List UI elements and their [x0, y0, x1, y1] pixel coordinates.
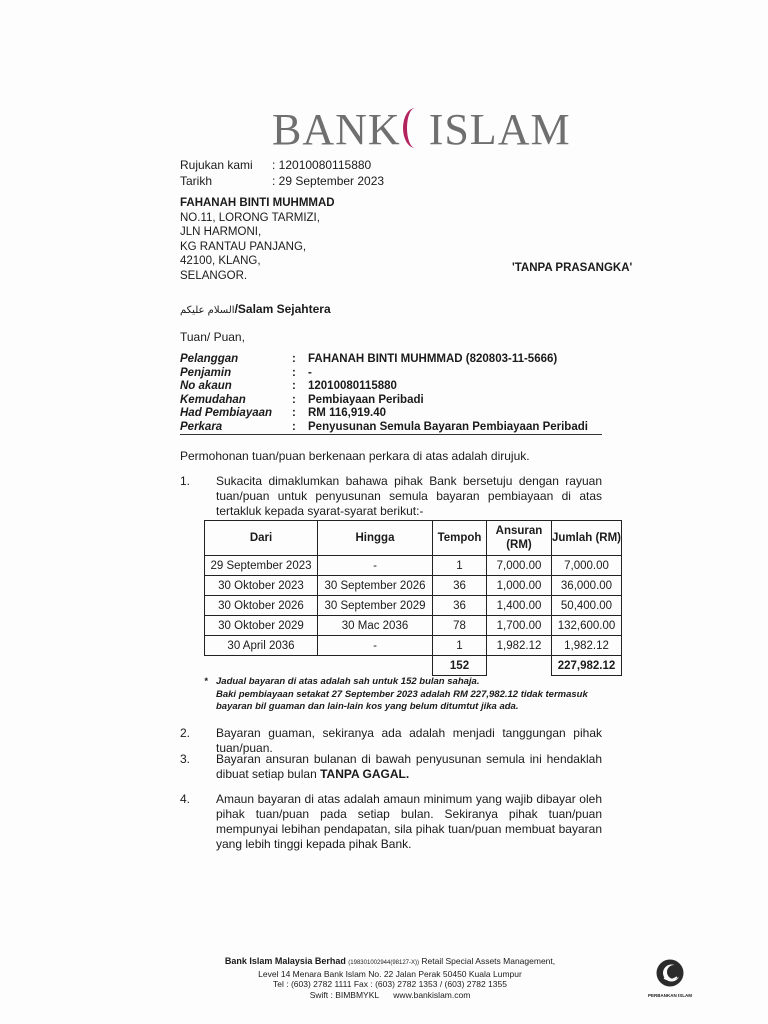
bank-islam-logo	[272, 104, 571, 155]
item-text: Amaun bayaran di atas adalah amaun minimum yang wajib dibayar oleh pihak tuan/puan pada setiap bulan. Sekiranya pihak tuan/puan mempunyai lebihan pendapatan, sila pihak tuan/puan membuat bayaran yang lebih tinggi kepada pihak Bank.	[216, 792, 602, 851]
address-line: JLN HARMONI,	[180, 226, 262, 239]
intro-paragraph: Permohonan tuan/puan berkenaan perkara di atas adalah dirujuk.	[180, 449, 530, 463]
summary-label: No akaun	[180, 380, 232, 393]
summary-label: Penjamin	[180, 366, 232, 379]
recipient-address	[180, 196, 335, 284]
address-line: 42100, KLANG,	[180, 255, 261, 268]
cell-jumlah: 132,600.00	[552, 616, 622, 636]
summary-divider	[180, 434, 602, 435]
table-row	[205, 636, 622, 656]
item-number: 1.	[180, 474, 191, 488]
summary-block	[180, 353, 588, 435]
perbankan-islam-logo-icon	[655, 958, 685, 988]
summary-value: Penyusunan Semula Bayaran Pembiayaan Peribadi	[308, 420, 588, 433]
total-jumlah: 227,982.12	[552, 656, 622, 676]
summary-label: Kemudahan	[180, 393, 246, 406]
item-number: 2.	[180, 726, 191, 740]
note-validity: Jadual bayaran di atas adalah sah untuk 152 bulan sahaja.	[216, 676, 480, 687]
table-row	[205, 596, 622, 616]
cell-tempoh: 1	[433, 556, 487, 576]
cell-hingga: -	[318, 636, 433, 656]
address-line: SELANGOR.	[180, 269, 248, 282]
footer-address: Level 14 Menara Bank Islam No. 22 Jalan Perak 50450 Kuala Lumpur	[258, 968, 522, 979]
table-row	[205, 556, 622, 576]
cell-dari: 30 Oktober 2026	[205, 596, 318, 616]
column-header: Dari	[205, 521, 318, 556]
salutation: Tuan/ Puan,	[180, 330, 245, 344]
cell-dari: 30 Oktober 2023	[205, 576, 318, 596]
cell-ansuran: 1,000.00	[487, 576, 552, 596]
item-text-regular: Bayaran ansuran bulanan di bawah penyusunan semula ini hendaklah dibuat setiap bulan	[216, 752, 602, 781]
summary-label: Perkara	[180, 420, 223, 433]
table-row	[205, 576, 622, 596]
table-header-row	[205, 521, 622, 556]
note-star: *	[204, 676, 208, 687]
total-tempoh: 152	[433, 656, 487, 676]
summary-row: Pelanggan : FAHANAH BINTI MUHMMAD (820803-11-5666)	[180, 353, 558, 365]
summary-row: Penjamin : -	[180, 366, 312, 379]
greeting-arabic: السلام عليكم	[180, 305, 235, 316]
cell-dari: 30 Oktober 2029	[205, 616, 318, 636]
summary-row: Had Pembiayaan : RM 116,919.40	[180, 407, 387, 420]
logo-crescent-icon	[403, 108, 427, 148]
reference-block	[180, 157, 384, 189]
summary-value: Pembiayaan Peribadi	[308, 393, 424, 406]
cell-dari: 30 April 2036	[205, 636, 318, 656]
item-text: Bayaran guaman, sekiranya ada adalah menjadi tanggungan pihak tuan/puan.	[216, 726, 602, 755]
summary-value: RM 116,919.40	[308, 407, 387, 420]
cell-ansuran: 1,982.12	[487, 636, 552, 656]
note-balance: Baki pembiayaan setakat 27 September 2023 adalah RM 227,982.12 tidak termasuk bayaran bil guaman dan lain-lain kos yang belum ditumtut jika ada.	[216, 688, 588, 712]
column-header: Tempoh	[433, 521, 487, 556]
cell-jumlah: 1,982.12	[552, 636, 622, 656]
date-value: : 29 September 2023	[272, 174, 385, 188]
summary-value: FAHANAH BINTI MUHMMAD (820803-11-5666)	[308, 353, 558, 365]
address-line: KG RANTAU PANJANG,	[180, 240, 307, 253]
footer-website: www.bankislam.com	[393, 989, 471, 1000]
cell-ansuran: 7,000.00	[487, 556, 552, 576]
without-prejudice-label: 'TANPA PRASANGKA'	[512, 262, 633, 274]
cell-tempoh: 36	[433, 596, 487, 616]
footer-regno: (198301002944(98127-X))	[348, 960, 420, 966]
cell-dari: 29 September 2023	[205, 556, 318, 576]
reference-label: Rujukan kami	[180, 158, 253, 172]
cell-jumlah: 50,400.00	[552, 596, 622, 616]
column-header: Ansuran (RM)	[487, 521, 552, 556]
date-label: Tarikh	[180, 174, 213, 188]
cell-ansuran: 1,700.00	[487, 616, 552, 636]
footer-swift: Swift : BIMBMYKL	[309, 989, 380, 1000]
footer-company: Bank Islam Malaysia Berhad	[224, 956, 346, 966]
cell-jumlah: 7,000.00	[552, 556, 622, 576]
logo-text-left: BANK	[272, 105, 401, 154]
cell-hingga: 30 September 2026	[318, 576, 433, 596]
table-row	[205, 616, 622, 636]
cell-hingga: 30 September 2029	[318, 596, 433, 616]
payment-schedule-table	[204, 520, 622, 676]
perbankan-islam-badge	[648, 958, 692, 998]
logo-text-right: ISLAM	[428, 105, 571, 154]
cell-tempoh: 78	[433, 616, 487, 636]
address-line: NO.11, LORONG TARMIZI,	[180, 211, 320, 224]
item-number: 4.	[180, 792, 191, 806]
item-text: Sukacita dimaklumkan bahawa pihak Bank bersetuju dengan rayuan tuan/puan untuk penyusunan semula bayaran pembiayaan di atas tertakluk kepada syarat-syarat berikut:-	[216, 474, 602, 518]
cell-tempoh: 1	[433, 636, 487, 656]
item-text	[216, 752, 602, 782]
summary-row: Perkara : Penyusunan Semula Bayaran Pembiayaan Peribadi	[180, 420, 588, 433]
item-number: 3.	[180, 752, 191, 766]
cell-hingga: -	[318, 556, 433, 576]
notes-block	[216, 676, 604, 714]
cell-tempoh: 36	[433, 576, 487, 596]
cell-jumlah: 36,000.00	[552, 576, 622, 596]
footer-contact: Tel : (603) 2782 1111 Fax : (603) 2782 1353 / (603) 2782 1355	[273, 979, 507, 989]
summary-label: Pelanggan	[180, 353, 239, 365]
table-total-row	[205, 656, 622, 676]
cell-hingga: 30 Mac 2036	[318, 616, 433, 636]
recipient-name: FAHANAH BINTI MUHMMAD	[180, 197, 335, 209]
cell-ansuran: 1,400.00	[487, 596, 552, 616]
summary-label: Had Pembiayaan	[180, 407, 273, 420]
summary-value: 12010080115880	[308, 380, 397, 393]
footer-block	[170, 956, 610, 1000]
summary-row: Kemudahan : Pembiayaan Peribadi	[180, 393, 424, 406]
column-header: Hingga	[318, 521, 433, 556]
greeting	[180, 302, 331, 316]
item-text-bold: TANPA GAGAL.	[320, 767, 410, 781]
reference-value: : 12010080115880	[272, 158, 372, 172]
column-header: Jumlah (RM)	[552, 521, 622, 556]
greeting-salam: /Salam Sejahtera	[234, 302, 331, 316]
summary-value: -	[308, 366, 312, 379]
summary-row: No akaun : 12010080115880	[180, 380, 397, 393]
footer-department: Retail Special Assets Management,	[421, 956, 556, 966]
badge-label: PERBANKAN ISLAM	[648, 993, 693, 998]
